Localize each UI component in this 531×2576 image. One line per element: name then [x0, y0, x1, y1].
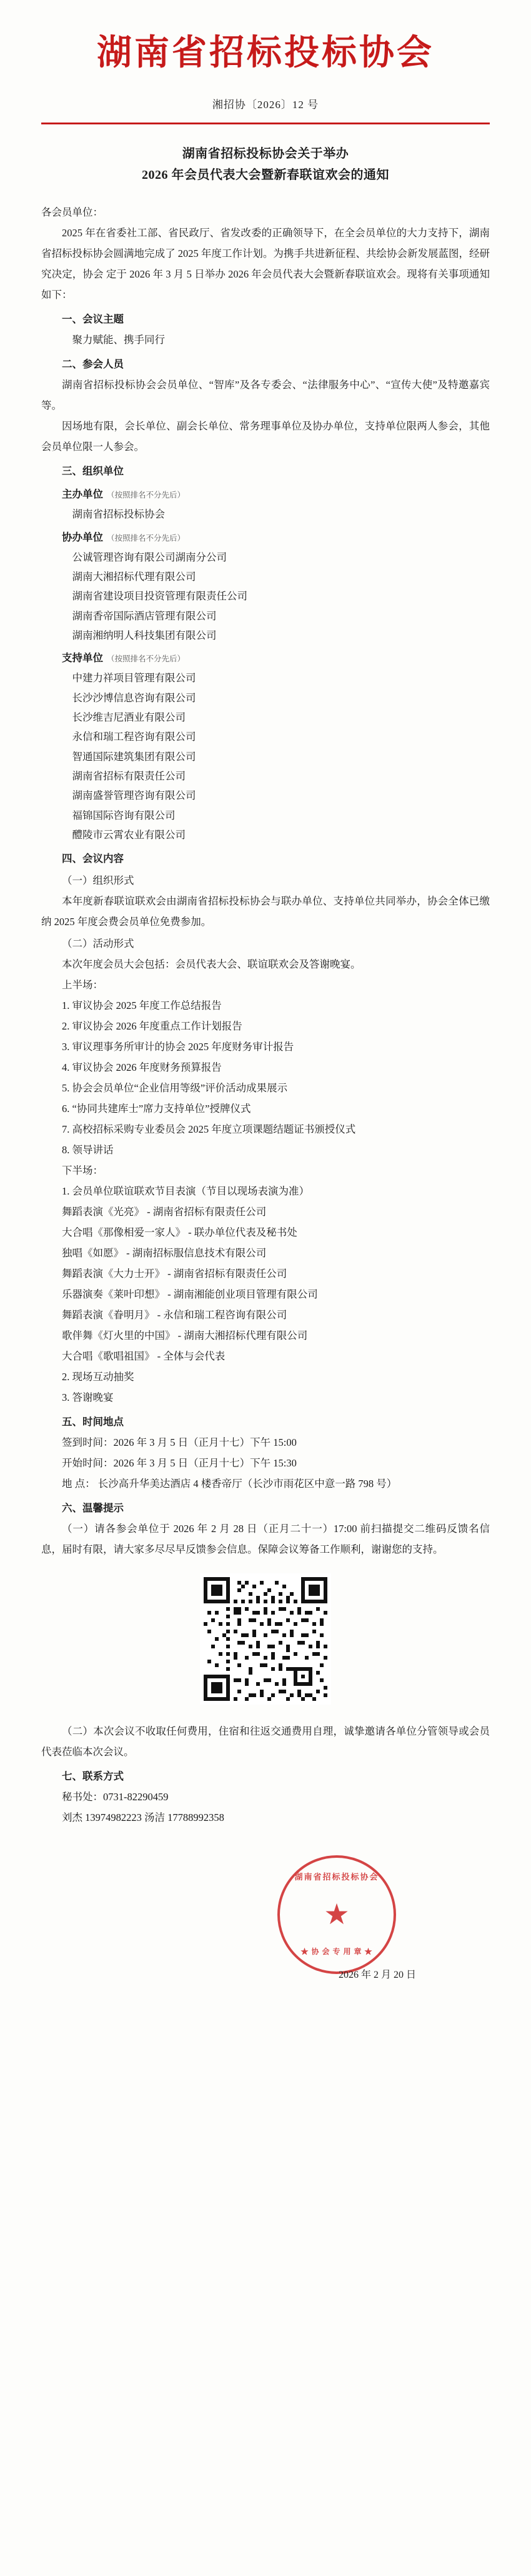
section-heading-6: 六、温馨提示 [62, 1502, 124, 1515]
organizer-co-item-4: 湖南香帝国际酒店管理有限公司 [72, 609, 217, 622]
content-sub2-text: 本次年度会员大会包括：会员代表大会、联谊联欢会及答谢晚宴。 [62, 958, 361, 971]
seal-org-text: 湖南省招标投标协会 [294, 1872, 379, 1882]
organizer-co-sub: （按照排名不分先后） [107, 533, 186, 543]
organizer-support-label-text: 支持单位 [62, 652, 103, 664]
section-2-line-1: 湖南省招标投标协会会员单位、“智库”及各专委会、“法律服务中心”、“宣传大使”及特邀嘉宾等。 [41, 379, 490, 412]
time-line-3: 地 点： 长沙高升华美达酒店 4 楼香帝厅（长沙市雨花区中意一路 798 号） [62, 1478, 397, 1490]
organizer-co-item-2: 湖南大湘招标代理有限公司 [72, 570, 196, 583]
morning-session-label: 上半场： [62, 979, 103, 991]
organizer-support-item-1: 中建力祥项目管理有限公司 [72, 672, 196, 684]
bottom-spacer [41, 2030, 490, 2055]
morning-item-1: 1. 审议协会 2025 年度工作总结报告 [62, 1000, 222, 1012]
afternoon-item-9: 大合唱《歌唱祖国》 - 全体与会代表 [62, 1350, 226, 1363]
organizer-co-item-1: 公诚管理咨询有限公司湖南分公司 [72, 551, 227, 563]
section-heading-7: 七、联系方式 [62, 1770, 124, 1783]
section-heading-4: 四、会议内容 [62, 853, 124, 865]
organizer-group-main-label [41, 484, 490, 504]
organizer-main-item-1: 湖南省招标投标协会 [72, 508, 165, 521]
document-number: 湘招协〔2026〕12 号 [212, 99, 319, 111]
morning-item-4: 4. 审议协会 2026 年度财务预算报告 [62, 1061, 222, 1074]
salutation: 各会员单位： [41, 206, 103, 219]
section-heading-3: 三、组织单位 [62, 465, 124, 478]
section-heading-2: 二、参会人员 [62, 358, 124, 371]
document-body [41, 143, 490, 2055]
red-divider [41, 123, 490, 124]
afternoon-item-3: 大合唱《那像相爱一家人》 - 联办单位代表及秘书处 [62, 1226, 297, 1239]
seal-star-icon: ★ [324, 1898, 350, 1931]
organizer-support-item-2: 长沙沙博信息咨询有限公司 [72, 691, 196, 704]
reminder-item-1: （一）请各参会单位于 2026 年 2 月 28 日（正月二十一）17:00 前扫描提交二维码反馈名信息，届时有限，请大家多尽尽早反馈参会信息。保障会议筹备工作顺利，谢谢您的支持。 [41, 1523, 490, 1556]
organizer-support-item-9: 醴陵市云霄农业有限公司 [72, 829, 186, 841]
afternoon-session-label: 下半场： [62, 1165, 103, 1177]
official-seal-icon [277, 1855, 396, 1974]
morning-item-5: 5. 协会会员单位“企业信用等级”评价活动成果展示 [62, 1082, 288, 1095]
morning-item-8: 8. 领导讲话 [62, 1144, 114, 1156]
morning-item-7: 7. 高校招标采购专业委员会 2025 年度立项课题结题证书颁授仪式 [62, 1123, 356, 1136]
page-title-line1: 湖南省招标投标协会关于举办 [182, 147, 349, 161]
organizer-support-item-6: 湖南省招标有限责任公司 [72, 769, 186, 782]
content-sub1-title: （一）组织形式 [62, 875, 134, 887]
section-heading-1: 一、会议主题 [62, 313, 124, 326]
organizer-support-item-7: 湖南盛誉管理咨询有限公司 [72, 789, 196, 802]
organizer-support-item-5: 智通国际建筑集团有限公司 [72, 750, 196, 763]
time-line-2: 开始时间：2026 年 3 月 5 日（正月十七）下午 15:30 [62, 1457, 297, 1470]
organizer-main-sub: （按照排名不分先后） [107, 491, 186, 500]
organizer-support-item-4: 永信和瑞工程咨询有限公司 [72, 731, 196, 743]
organizer-main-label-text: 主办单位 [62, 488, 103, 501]
content-sub1-text: 本年度新春联谊联欢会由湖南省招标投标协会与联办单位、支持单位共同举办，协会全体已缴纳 2025 年度会费会员单位免费参加。 [41, 895, 490, 928]
afternoon-item-4: 独唱《如愿》 - 湖南招标服信息技术有限公司 [62, 1247, 267, 1260]
seal-date: 2026 年 2 月 20 日 [338, 1970, 416, 1981]
organizer-co-item-3: 湖南省建设项目投资管理有限责任公司 [72, 590, 247, 603]
page-title-line2: 2026 年会员代表大会暨新春联谊欢会的通知 [142, 168, 389, 183]
qr-icon [204, 1577, 327, 1701]
organizer-group-co-label [41, 527, 490, 548]
seal-bottom-text: ★ 协 会 专 用 章 ★ [300, 1947, 373, 1957]
content-sub2-title: （二）活动形式 [62, 938, 134, 950]
afternoon-item-6: 乐器演奏《莱叶印想》 - 湖南湘能创业项目管理有限公司 [62, 1288, 318, 1301]
organizer-support-item-8: 福锦国际咨询有限公司 [72, 809, 176, 821]
organization-title: 湖南省招标投标协会 [97, 34, 434, 73]
masthead [0, 0, 531, 124]
organizer-support-sub: （按照排名不分先后） [107, 654, 186, 664]
reminder-item-2: （二）本次会议不收取任何费用，住宿和往返交通费用自理，诚挚邀请各单位分管领导或会员代表莅临本次会议。 [41, 1725, 490, 1758]
afternoon-item-7: 舞蹈表演《眷明月》 - 永信和瑞工程咨询有限公司 [62, 1309, 287, 1321]
afternoon-item-2: 舞蹈表演《光亮》 - 湖南省招标有限责任公司 [62, 1206, 267, 1218]
registration-qr-code[interactable] [200, 1573, 331, 1705]
section-2-line-2: 因场地有限，会长单位、副会长单位、常务理事单位及协办单位，支持单位限两人参会，其他会员单位限一人参会。 [41, 420, 490, 453]
organizer-co-item-5: 湖南湘纳明人科技集团有限公司 [72, 629, 217, 641]
qr-code-container[interactable] [41, 1573, 490, 1705]
morning-item-2: 2. 审议协会 2026 年度重点工作计划报告 [62, 1020, 242, 1033]
afternoon-item-1: 1. 会员单位联谊联欢节目表演（节目以现场表演为准） [62, 1185, 309, 1198]
time-line-1: 签到时间：2026 年 3 月 5 日（正月十七）下午 15:00 [62, 1436, 297, 1449]
morning-item-6: 6. “协同共建库士”席力支持单位”授牌仪式 [62, 1103, 251, 1115]
organizer-co-label-text: 协办单位 [62, 531, 103, 543]
page-title [41, 143, 490, 186]
afternoon-item-11: 3. 答谢晚宴 [62, 1391, 114, 1404]
section-1-line-1: 聚力赋能、携手同行 [72, 334, 165, 346]
intro-paragraph: 2025 年在省委社工部、省民政厅、省发改委的正确领导下，在全会员单位的大力支持下，湖南省招标投标协会圆满地完成了 2025 年度工作计划。为携手共进新征程、共绘协会新发展蓝图，经研究决定，协会 定于 2026 年 3 月 5 日举办 2026 年会员代表大会暨新春联谊欢会。现将有关事项通知如下： [41, 227, 490, 301]
contact-line-1: 秘书处：0731-82290459 [62, 1791, 169, 1803]
contact-line-2: 刘杰 13974982223 汤洁 17788992358 [62, 1812, 224, 1824]
organizer-group-support-label [41, 648, 490, 668]
afternoon-item-8: 歌伴舞《灯火里的中国》 - 湖南大湘招标代理有限公司 [62, 1330, 308, 1342]
seal-area [41, 1843, 490, 2030]
afternoon-item-10: 2. 现场互动抽奖 [62, 1371, 134, 1383]
morning-item-3: 3. 审议理事务所审计的协会 2025 年度财务审计报告 [62, 1041, 294, 1053]
section-heading-5: 五、时间地点 [62, 1416, 124, 1428]
organizer-support-item-3: 长沙维吉尼酒业有限公司 [72, 711, 186, 723]
afternoon-item-5: 舞蹈表演《大力士开》 - 湖南省招标有限责任公司 [62, 1268, 287, 1280]
